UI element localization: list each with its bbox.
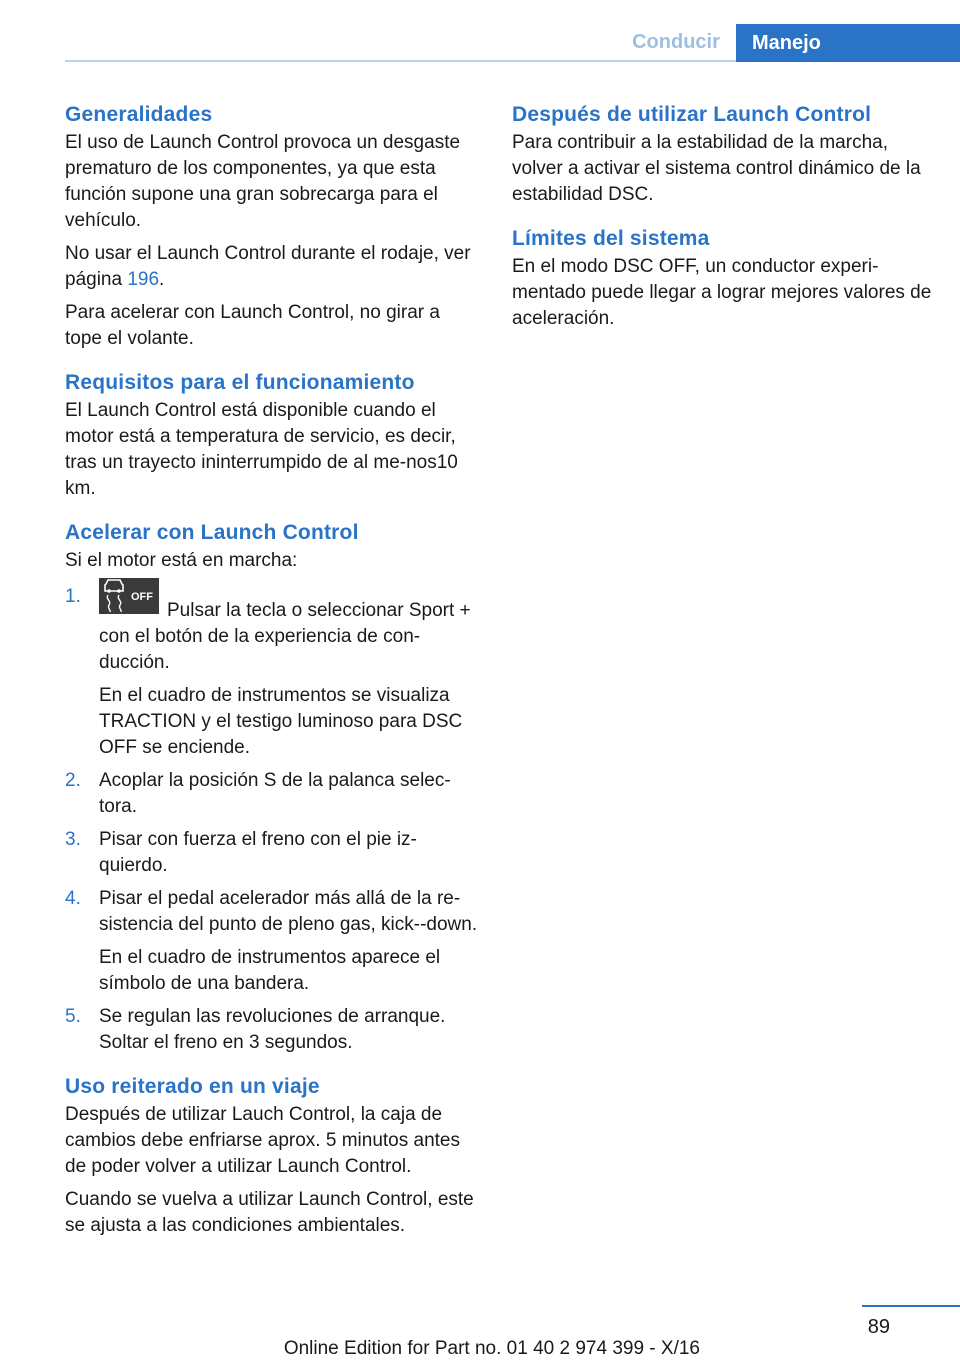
svg-text:OFF: OFF xyxy=(131,591,153,603)
paragraph: Cuando se vuelva a utilizar Launch Control, este se ajusta a las condiciones ambientales. xyxy=(65,1189,474,1236)
section-title: Límites del sistema xyxy=(512,227,710,250)
paragraph: Para acelerar con Launch Control, no girar a tope el volante. xyxy=(65,302,440,349)
section-title: Generalidades xyxy=(65,103,213,126)
right-column xyxy=(512,100,932,348)
section-despues xyxy=(512,100,932,208)
section-limites xyxy=(512,224,932,332)
dsc-off-icon xyxy=(99,578,159,614)
page-link[interactable]: 196 xyxy=(127,269,160,290)
section-title: Después de utilizar Launch Control xyxy=(512,103,872,126)
paragraph: El uso de Launch Control provoca un desgaste prematuro de los componentes, ya que esta función supone una gran sobrecarga para el vehículo. xyxy=(65,132,461,231)
paragraph: En el modo DSC OFF, un conductor experi-mentado puede llegar a lograr mejores valores de aceleración. xyxy=(512,256,932,329)
step-number: 5. xyxy=(65,1006,81,1027)
paragraph: No usar el Launch Control durante el rodaje, ver página 196. xyxy=(65,243,471,290)
section-title: Requisitos para el funcionamiento xyxy=(65,371,415,394)
step-note: En el cuadro de instrumentos aparece el símbolo de una bandera. xyxy=(99,947,441,994)
section-acelerar xyxy=(65,518,480,1056)
section-title: Acelerar con Launch Control xyxy=(65,521,359,544)
step-note: En el cuadro de instrumentos se visualiza TRACTION y el testigo luminoso para DSC OFF se enciende. xyxy=(99,685,463,758)
paragraph: Para contribuir a la estabilidad de la marcha, volver a activar el sistema control dinámico de la estabilidad DSC. xyxy=(512,132,921,205)
tab-conducir[interactable]: Conducir xyxy=(632,30,720,53)
list-item: 3. Pisar con fuerza el freno con el pie iz-quierdo. xyxy=(65,829,417,876)
list-item: 2. Acoplar la posición S de la palanca selec-tora. xyxy=(65,770,451,817)
list-item: 4. Pisar el pedal acelerador más allá de la re-sistencia del punto de pleno gas, kick--down. En el cuadro de instrumentos aparece el símbolo de una bandera. xyxy=(65,886,480,997)
edition-footer: Online Edition for Part no. 01 40 2 974 399 - X/16 xyxy=(283,1338,700,1359)
section-requisitos xyxy=(65,368,480,502)
section-title: Uso reiterado en un viaje xyxy=(65,1075,320,1098)
steps-list xyxy=(65,584,480,1056)
step-number: 3. xyxy=(65,829,81,850)
footer-rule xyxy=(862,1305,960,1307)
paragraph: Después de utilizar Lauch Control, la caja de cambios debe enfriarse aprox. 5 minutos antes de poder volver a utilizar Launch Control. xyxy=(65,1104,460,1177)
section-uso-reiterado xyxy=(65,1072,480,1239)
left-column xyxy=(65,100,480,1255)
paragraph: Si el motor está en marcha: xyxy=(65,550,298,571)
section-generalidades xyxy=(65,100,480,352)
list-item: 5. Se regulan las revoluciones de arranque. Soltar el freno en 3 segundos. xyxy=(65,1006,446,1053)
tab-manejo[interactable]: Manejo xyxy=(736,24,960,62)
step-number: 1. xyxy=(65,586,81,607)
page-number: 89 xyxy=(867,1316,890,1338)
list-item: 1. OFF Pulsar la tecla o seleccionar Sport + con el botón de la experiencia de con-ducción. En el cuadro de instrumentos se visualiza TRACTION y el testigo luminoso para DSC OFF se enciende. xyxy=(65,584,480,761)
step-number: 4. xyxy=(65,888,81,909)
step-number: 2. xyxy=(65,770,81,791)
paragraph: El Launch Control está disponible cuando el motor está a temperatura de servicio, es decir, tras un trayecto ininterrumpido de al me-nos10 km. xyxy=(65,400,458,499)
